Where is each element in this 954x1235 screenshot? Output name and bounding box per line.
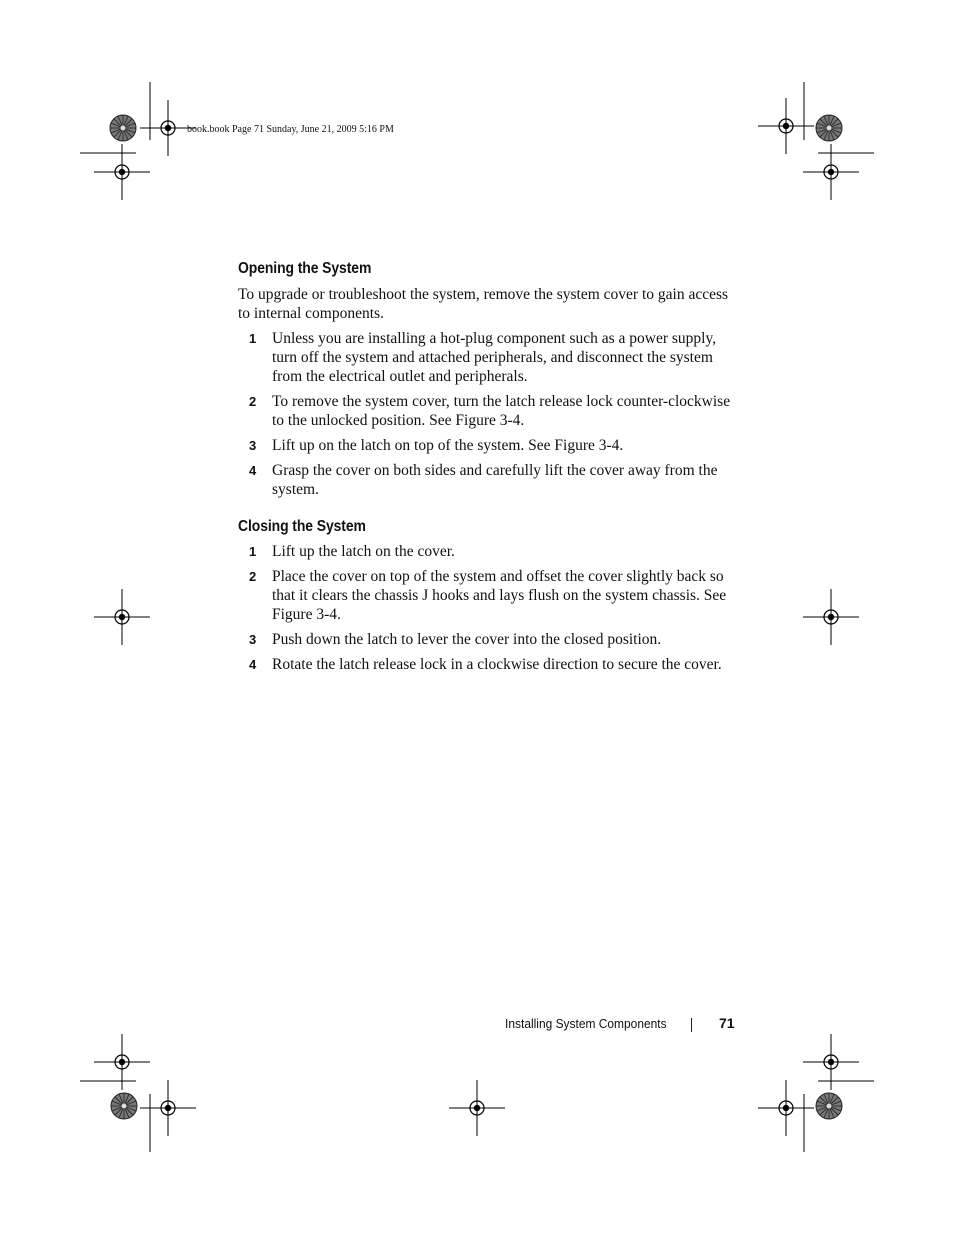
registration-mark-icon — [140, 1080, 196, 1136]
registration-mark-icon — [449, 1080, 505, 1136]
registration-mark-icon — [94, 144, 150, 200]
print-slug: book.book Page 71 Sunday, June 21, 2009 5:16 PM — [187, 124, 394, 135]
step-text: To remove the system cover, turn the latch release lock counter-clockwise to the unlocked position. See Figure 3-4. — [272, 393, 731, 429]
footer-section-title: Installing System Components — [505, 1016, 667, 1031]
step-text: Place the cover on top of the system and offset the cover slightly back so that it clears the chassis J hooks and lays flush on the system chassis. See Figure 3-4. — [272, 568, 727, 623]
section-heading: Opening the System — [238, 260, 372, 277]
star-target-icon — [110, 115, 136, 141]
step-text: Lift up on the latch on top of the system. See Figure 3-4. — [272, 437, 624, 454]
star-target-icon — [816, 115, 842, 141]
intro-paragraph: To upgrade or troubleshoot the system, remove the system cover to gain access to internal components. — [238, 286, 729, 322]
step-number: 1 — [249, 331, 257, 346]
step-text: Lift up the latch on the cover. — [272, 543, 455, 560]
registration-mark-icon — [94, 1034, 150, 1090]
registration-mark-icon — [803, 144, 859, 200]
step-number: 2 — [249, 569, 257, 584]
star-target-icon — [816, 1093, 842, 1119]
registration-mark-icon — [803, 1034, 859, 1090]
registration-mark-icon — [758, 98, 814, 154]
registration-mark-icon — [758, 1080, 814, 1136]
star-target-icon — [111, 1093, 137, 1119]
list-item — [238, 461, 733, 499]
list-item — [238, 567, 733, 624]
closing-steps-list — [238, 542, 733, 674]
step-text: Rotate the latch release lock in a clockwise direction to secure the cover. — [272, 656, 722, 673]
step-number: 3 — [249, 632, 257, 647]
registration-mark-icon — [803, 589, 859, 645]
page-content — [238, 258, 733, 680]
footer-divider — [691, 1018, 692, 1032]
list-item — [238, 655, 733, 674]
page-number: 71 — [719, 1015, 735, 1031]
opening-steps-list — [238, 329, 733, 499]
step-text: Push down the latch to lever the cover into the closed position. — [272, 631, 662, 648]
step-number: 1 — [249, 544, 257, 559]
step-number: 4 — [249, 657, 257, 672]
list-item — [238, 329, 733, 386]
list-item — [238, 436, 733, 455]
step-text: Unless you are installing a hot-plug component such as a power supply, turn off the system and attached peripherals, and disconnect the system from the electrical outlet and peripherals. — [272, 330, 717, 385]
list-item — [238, 542, 733, 561]
opening-section — [238, 258, 733, 499]
step-number: 3 — [249, 438, 257, 453]
closing-section — [238, 516, 733, 674]
list-item — [238, 630, 733, 649]
section-heading: Closing the System — [238, 518, 366, 535]
step-text: Grasp the cover on both sides and carefully lift the cover away from the system. — [272, 462, 718, 498]
step-number: 4 — [249, 463, 257, 478]
list-item — [238, 392, 733, 430]
registration-mark-icon — [94, 589, 150, 645]
step-number: 2 — [249, 394, 257, 409]
